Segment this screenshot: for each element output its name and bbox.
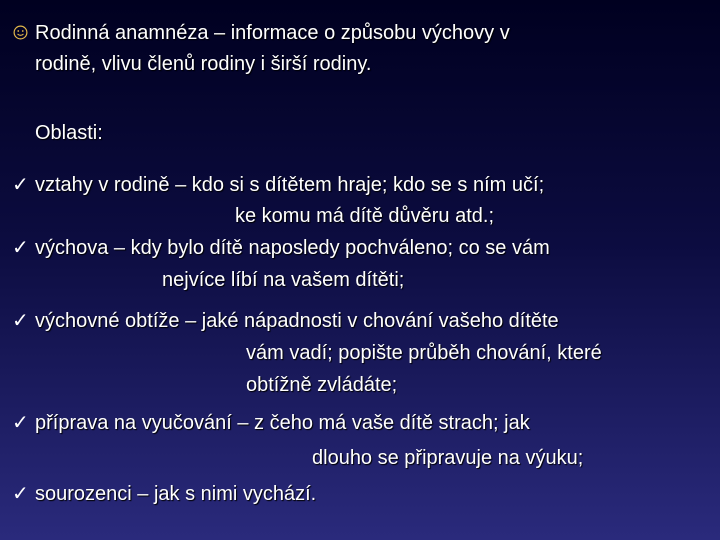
checkmark-icon: ✓ xyxy=(12,483,29,505)
checkmark-icon: ✓ xyxy=(12,237,29,259)
list-item-line: nejvíce líbí na vašem dítěti; xyxy=(162,269,405,291)
intro-line-2: rodině, vlivu členů rodiny i širší rodiny. xyxy=(35,53,372,75)
list-item-line: sourozenci – jak s nimi vychází. xyxy=(35,483,317,505)
list-item-line: dlouho se připravuje na výuku; xyxy=(312,447,584,469)
checkmark-icon: ✓ xyxy=(12,412,29,434)
list-item-line: výchova – kdy bylo dítě naposledy pochváleno; co se vám xyxy=(35,237,550,259)
list-item-line: výchovné obtíže – jaké nápadnosti v chování vašeho dítěte xyxy=(35,310,559,332)
list-item-line: obtížně zvládáte; xyxy=(246,374,398,396)
list-item-line: vztahy v rodině – kdo si s dítětem hraje; kdo se s ním učí; xyxy=(35,174,545,196)
section-heading: Oblasti: xyxy=(35,122,103,144)
list-item-line: ke komu má dítě důvěru atd.; xyxy=(235,205,495,227)
smiley-icon xyxy=(13,25,28,40)
checkmark-icon: ✓ xyxy=(12,174,29,196)
checkmark-icon: ✓ xyxy=(12,310,29,332)
intro-line-1: Rodinná anamnéza – informace o způsobu výchovy v xyxy=(35,22,510,44)
list-item-line: vám vadí; popište průběh chování, které xyxy=(246,342,602,364)
list-item-line: příprava na vyučování – z čeho má vaše dítě strach; jak xyxy=(35,412,530,434)
